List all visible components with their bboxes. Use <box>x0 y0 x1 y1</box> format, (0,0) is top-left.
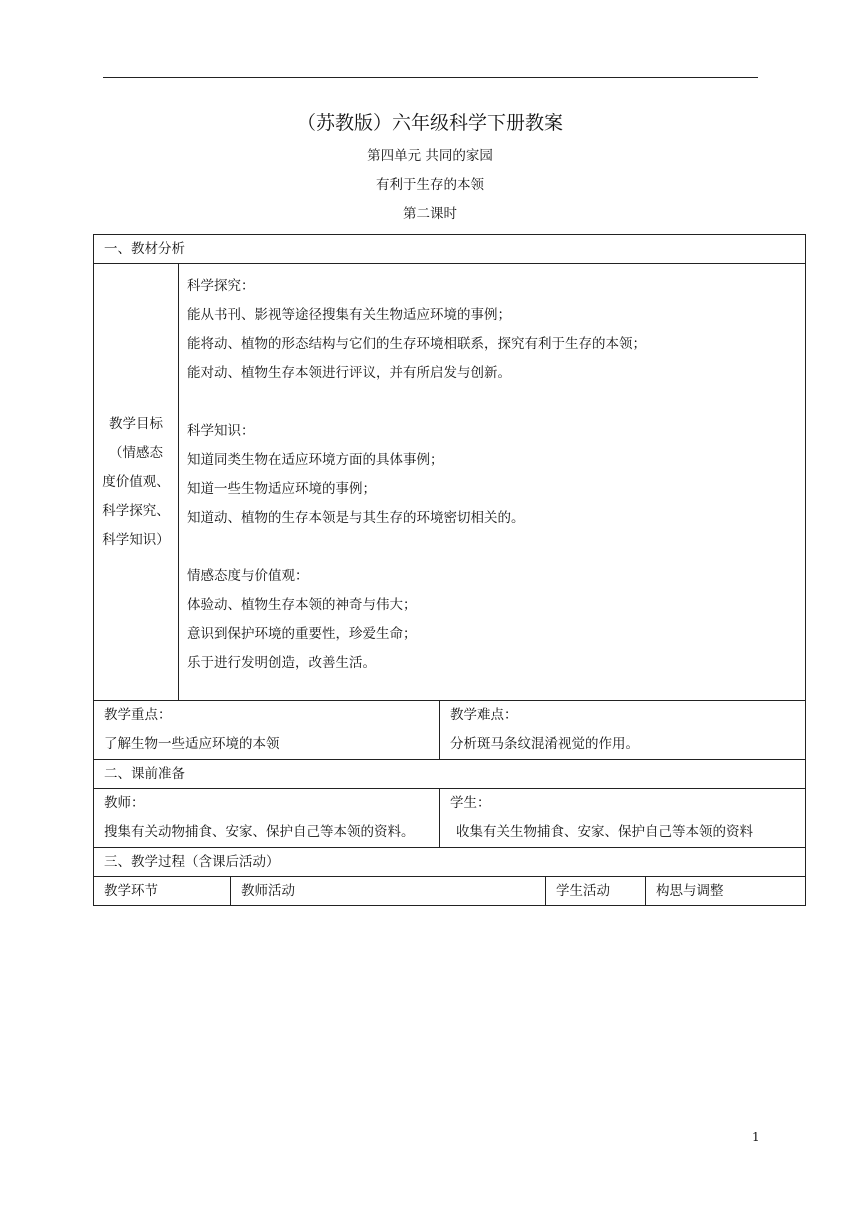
lesson-title: 有利于生存的本领 <box>376 177 484 193</box>
attitude-heading: 情感态度与价值观： <box>187 568 309 584</box>
unit-title: 第四单元 共同的家园 <box>367 148 493 164</box>
student-prep-text: 收集有关生物捕食、安家、保护自己等本领的资料 <box>456 824 753 840</box>
col-header-student-activity: 学生活动 <box>546 877 646 906</box>
section-process: 三、教学过程（含课后活动） <box>94 848 806 877</box>
col-header-reflection: 构思与调整 <box>646 877 806 906</box>
difficulty-text: 分析斑马条纹混淆视觉的作用。 <box>450 736 639 752</box>
teacher-prep-text: 搜集有关动物捕食、安家、保护自己等本领的资料。 <box>104 824 415 840</box>
section-analysis: 一、教材分析 <box>94 235 806 264</box>
objective-item: 知道同类生物在适应环境方面的具体事例； <box>187 452 444 468</box>
header-rule <box>103 77 758 78</box>
teacher-prep-label: 教师： <box>104 795 145 811</box>
objectives-content <box>179 264 806 701</box>
difficulty-cell <box>440 701 806 760</box>
student-prep-label: 学生： <box>450 795 491 811</box>
key-points-text: 了解生物一些适应环境的本领 <box>104 736 280 752</box>
objective-item: 体验动、植物生存本领的神奇与伟大； <box>187 597 417 613</box>
objective-item: 能从书刊、影视等途径搜集有关生物适应环境的事例； <box>187 307 511 323</box>
objective-item: 乐于进行发明创造，改善生活。 <box>187 655 376 671</box>
objective-item: 能将动、植物的形态结构与它们的生存环境相联系，探究有利于生存的本领； <box>187 336 646 352</box>
student-prep-cell <box>440 789 806 848</box>
teacher-prep-cell <box>94 789 440 848</box>
objective-item: 知道一些生物适应环境的事例； <box>187 481 376 497</box>
inquiry-heading: 科学探究： <box>187 278 255 294</box>
lesson-plan-table <box>93 234 806 906</box>
key-points-cell <box>94 701 440 760</box>
col-header-stage: 教学环节 <box>94 877 231 906</box>
objective-item: 知道动、植物的生存本领是与其生存的环境密切相关的。 <box>187 510 525 526</box>
knowledge-heading: 科学知识： <box>187 423 255 439</box>
objectives-label: 教学目标 （情感态 度价值观、 科学探究、 科学知识） <box>94 264 179 701</box>
objective-item: 意识到保护环境的重要性，珍爱生命； <box>187 626 417 642</box>
key-points-label: 教学重点： <box>104 707 172 723</box>
period-title: 第二课时 <box>403 206 457 222</box>
section-preparation: 二、课前准备 <box>94 760 806 789</box>
difficulty-label: 教学难点： <box>450 707 518 723</box>
page-number: 1 <box>752 1130 760 1144</box>
document-title: （苏教版）六年级科学下册教案 <box>296 112 563 134</box>
col-header-teacher-activity: 教师活动 <box>231 877 546 906</box>
objective-item: 能对动、植物生存本领进行评议，并有所启发与创新。 <box>187 365 511 381</box>
